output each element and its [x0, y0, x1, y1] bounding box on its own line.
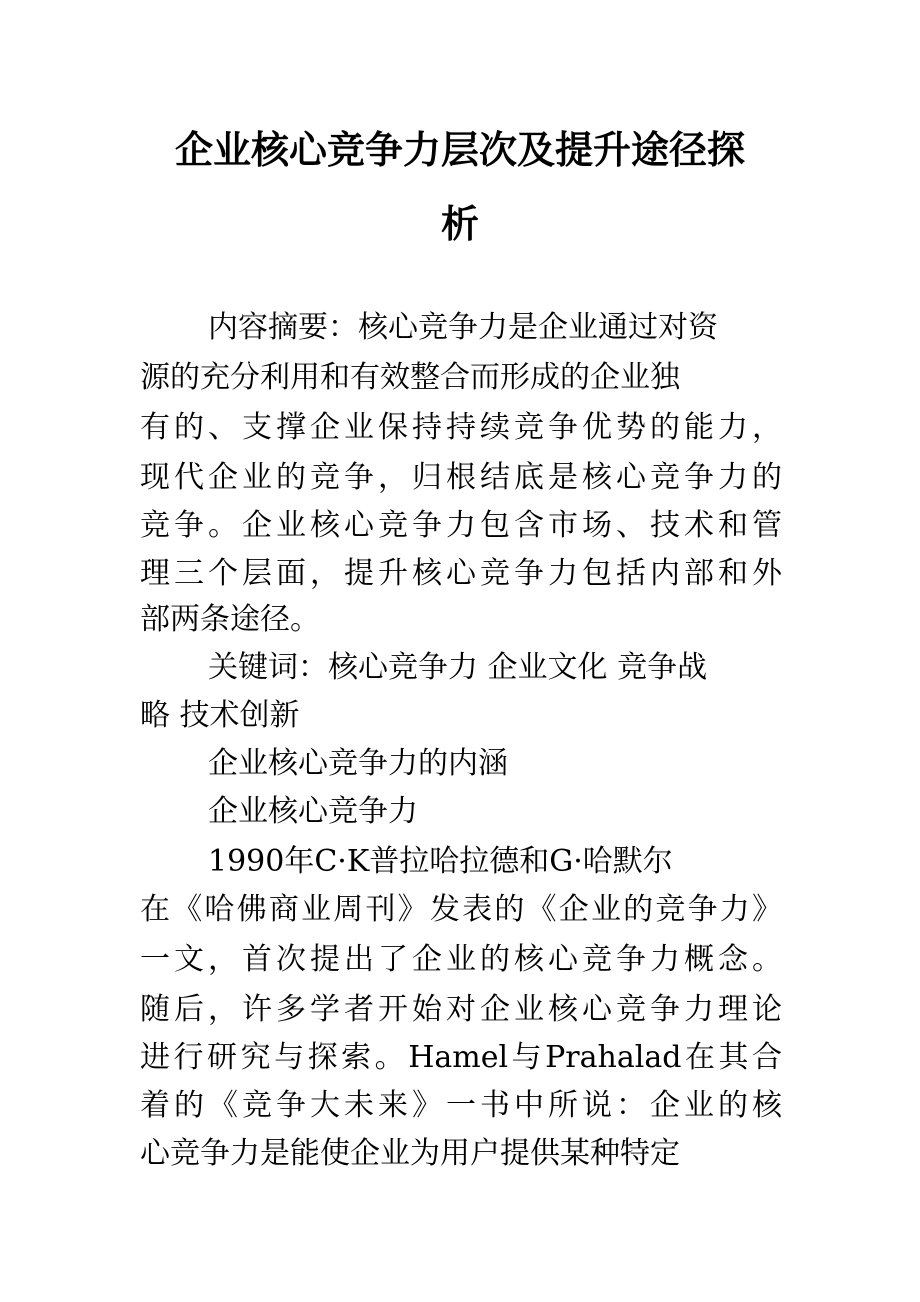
- keywords-line: 略 技术创新: [140, 698, 300, 733]
- document-title-line-1: 企业核心竞争力层次及提升途径探: [174, 128, 745, 172]
- body-line: 着的《竞争大未来》一书中所说：企业的核: [140, 1088, 782, 1123]
- body-line: 进行研究与探索。Hamel与Prahalad在其合: [140, 1040, 782, 1075]
- abstract-line: 部两条途径。: [140, 602, 320, 637]
- abstract-line: 现代企业的竞争，归根结底是核心竞争力的: [140, 460, 782, 495]
- body-line: 1990年C·K普拉哈拉德和G·哈默尔: [208, 844, 673, 879]
- abstract-line: 有的、支撑企业保持持续竞争优势的能力，: [140, 410, 782, 445]
- keywords-line: 关键词：核心竞争力 企业文化 竞争战: [208, 650, 708, 685]
- document-title-line-2: 析: [440, 202, 479, 246]
- body-line: 随后，许多学者开始对企业核心竞争力理论: [140, 992, 782, 1027]
- abstract-line: 竞争。企业核心竞争力包含市场、技术和管: [140, 508, 782, 543]
- abstract-line: 源的充分利用和有效整合而形成的企业独: [140, 360, 680, 395]
- abstract-line: 内容摘要：核心竞争力是企业通过对资: [208, 310, 718, 345]
- section-heading: 企业核心竞争力的内涵: [208, 746, 508, 781]
- body-line: 一文，首次提出了企业的核心竞争力概念。: [140, 942, 782, 977]
- body-line: 心竞争力是能使企业为用户提供某种特定: [140, 1136, 680, 1171]
- subsection-heading: 企业核心竞争力: [208, 794, 418, 829]
- abstract-line: 理三个层面，提升核心竞争力包括内部和外: [140, 556, 782, 591]
- body-line: 在《哈佛商业周刊》发表的《企业的竞争力》: [140, 892, 782, 927]
